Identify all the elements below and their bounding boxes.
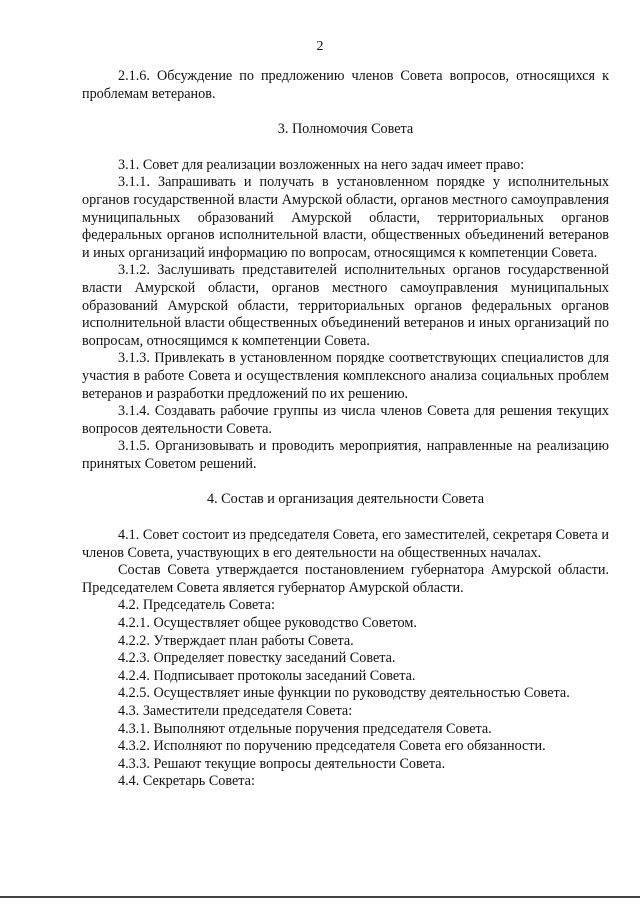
page-number: 2: [316, 39, 324, 54]
paragraph-4-1: 4.1. Совет состоит из председателя Совета, его заместителей, секретаря Совета и членов Совета, участвующих в его деятельности на общественных началах.: [82, 527, 609, 561]
paragraph-4-2-2: 4.2.2. Утверждает план работы Совета.: [118, 632, 354, 649]
paragraph-4-3-3: 4.3.3. Решают текущие вопросы деятельности Совета.: [118, 755, 446, 772]
paragraph-4-2-4: 4.2.4. Подписывает протоколы заседаний Совета.: [118, 667, 416, 684]
bottom-edge-line: [0, 896, 640, 898]
paragraph-4-2-1: 4.2.1. Осуществляет общее руководство Советом.: [118, 615, 417, 632]
paragraph-3-1-4: 3.1.4. Создавать рабочие группы из числа членов Совета для решения текущих вопросов деятельности Совета.: [82, 403, 609, 437]
paragraph-4-2-5: 4.2.5. Осуществляет иные функции по руководству деятельностью Совета.: [118, 685, 570, 702]
paragraph-4-4: 4.4. Секретарь Совета:: [118, 773, 255, 790]
paragraph-3-1-3: 3.1.3. Привлекать в установленном порядке соответствующих специалистов для участия в работе Совета и осуществления комплексного анализа социальных проблем ветеранов и разработки предложений по их решению.: [82, 350, 609, 402]
section-heading-4: 4. Состав и организация деятельности Совета: [206, 491, 484, 508]
paragraph-4-3: 4.3. Заместители председателя Совета:: [118, 703, 353, 719]
document-body: [82, 68, 609, 791]
paragraph-3-1-2: 3.1.2. Заслушивать представителей исполнительных органов государственной власти Амурской области, органов местного самоуправления муниципальных образований Амурской области, территориальных органов федеральных органов исполнительной власти общественных объединений ветеранов и иных организаций по вопросам, относящимся к компетенции Совета.: [82, 262, 609, 349]
paragraph-3-1-5: 3.1.5. Организовывать и проводить мероприятия, направленные на реализацию принятых Советом решений.: [82, 438, 609, 472]
section-heading-3: 3. Полномочия Совета: [277, 121, 414, 138]
paragraph-3-1: 3.1. Совет для реализации возложенных на него задач имеет право:: [118, 156, 525, 173]
paragraph-2-1-6: 2.1.6. Обсуждение по предложению членов Совета вопросов, относящихся к проблемам ветеранов.: [82, 68, 609, 102]
paragraph-3-1-1: 3.1.1. Запрашивать и получать в установленном порядке у исполнительных органов государственной власти Амурской области, органов местного самоуправления муниципальных образований Амурской области, территориальных органов федеральных органов исполнительной власти, общественных объединений ветеранов и иных организаций информацию по вопросам, относящимся к компетенции Совета.: [82, 174, 609, 261]
paragraph-4-3-1: 4.3.1. Выполняют отдельные поручения председателя Совета.: [118, 720, 492, 737]
paragraph-4-2: 4.2. Председатель Совета:: [118, 597, 275, 614]
paragraph-4-3-2: 4.3.2. Исполняют по поручению председателя Совета его обязанности.: [118, 738, 546, 755]
paragraph-composition: Состав Совета утверждается постановлением губернатора Амурской области. Председателем Совета является губернатор Амурской области.: [82, 562, 609, 596]
paragraph-4-2-3: 4.2.3. Определяет повестку заседаний Совета.: [118, 650, 396, 667]
